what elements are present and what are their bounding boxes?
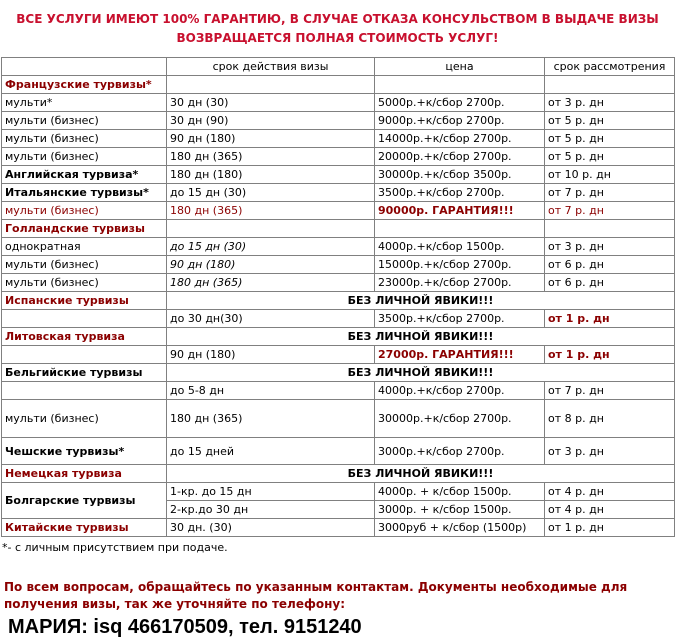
table-row [2, 465, 675, 483]
processing-time: от 1 р. дн [545, 310, 675, 328]
table-row [2, 310, 675, 328]
table-cell [167, 220, 375, 238]
visa-type: мульти (бизнес) [2, 400, 167, 438]
table-row [2, 238, 675, 256]
visa-price-table [1, 57, 675, 537]
price: 5000р.+к/сбор 2700р. [375, 94, 545, 112]
validity: до 15 дней [167, 438, 375, 465]
contact-note: По всем вопросам, обращайтесь по указанным контактам. Документы необходимые для получения визы, так же уточняйте по телефону: [4, 580, 628, 611]
processing-time: от 3 р. дн [545, 438, 675, 465]
processing-time: от 10 р. дн [545, 166, 675, 184]
validity: до 15 дн (30) [167, 184, 375, 202]
section-title: Китайские турвизы [2, 519, 167, 537]
price: 3000р. + к/сбор 1500р. [375, 501, 545, 519]
validity: 180 дн (180) [167, 166, 375, 184]
validity: 90 дн (180) [167, 256, 375, 274]
validity: 180 дн (365) [167, 148, 375, 166]
price: 4000р.+к/сбор 2700р. [375, 382, 545, 400]
table-row [2, 364, 675, 382]
validity: 30 дн (30) [167, 94, 375, 112]
section-title: Голландские турвизы [2, 220, 167, 238]
processing-time: от 5 р. дн [545, 148, 675, 166]
table-row [2, 184, 675, 202]
processing-time: от 5 р. дн [545, 130, 675, 148]
table-row [2, 382, 675, 400]
visa-type: мульти (бизнес) [2, 274, 167, 292]
table-cell [375, 76, 545, 94]
table-cell [2, 382, 167, 400]
table-row [2, 292, 675, 310]
section-title: Итальянские турвизы* [2, 184, 167, 202]
processing-time: от 4 р. дн [545, 483, 675, 501]
validity: 30 дн (90) [167, 112, 375, 130]
validity: 180 дн (365) [167, 274, 375, 292]
table-cell [375, 220, 545, 238]
table-row [2, 483, 675, 501]
table-row [2, 274, 675, 292]
validity: 90 дн (180) [167, 346, 375, 364]
processing-time: от 1 р. дн [545, 519, 675, 537]
table-row [2, 76, 675, 94]
price: 3500р.+к/сбор 2700р. [375, 184, 545, 202]
price-guarantee: 90000р. ГАРАНТИЯ!!! [375, 202, 545, 220]
price: 30000р.+к/сбор 3500р. [375, 166, 545, 184]
processing-time: от 7 р. дн [545, 382, 675, 400]
section-title: Английская турвиза* [2, 166, 167, 184]
header-cell [2, 58, 167, 76]
validity: до 15 дн (30) [167, 238, 375, 256]
table-row [2, 220, 675, 238]
table-cell [545, 220, 675, 238]
table-cell [167, 76, 375, 94]
price-guarantee: 27000р. ГАРАНТИЯ!!! [375, 346, 545, 364]
section-title: Чешские турвизы* [2, 438, 167, 465]
visa-type: мульти (бизнес) [2, 256, 167, 274]
table-row [2, 346, 675, 364]
validity: 180 дн (365) [167, 202, 375, 220]
table-cell [545, 76, 675, 94]
table-row [2, 130, 675, 148]
table-row [2, 328, 675, 346]
table-row [2, 166, 675, 184]
table-cell [2, 310, 167, 328]
section-title: Испанские турвизы [2, 292, 167, 310]
processing-time: от 4 р. дн [545, 501, 675, 519]
table-row [2, 112, 675, 130]
visa-type: мульти (бизнес) [2, 112, 167, 130]
no-appearance-note: БЕЗ ЛИЧНОЙ ЯВИКИ!!! [167, 465, 675, 483]
visa-type: мульти (бизнес) [2, 148, 167, 166]
table-row [2, 202, 675, 220]
table-header-row [2, 58, 675, 76]
no-appearance-note: БЕЗ ЛИЧНОЙ ЯВИКИ!!! [167, 292, 675, 310]
section-title: Немецкая турвиза [2, 465, 167, 483]
processing-time: от 7 р. дн [545, 184, 675, 202]
no-appearance-note: БЕЗ ЛИЧНОЙ ЯВИКИ!!! [167, 364, 675, 382]
validity: до 30 дн(30) [167, 310, 375, 328]
price: 14000р.+к/сбор 2700р. [375, 130, 545, 148]
processing-time: от 8 р. дн [545, 400, 675, 438]
section-title: Бельгийские турвизы [2, 364, 167, 382]
section-title: Болгарские турвизы [2, 483, 167, 519]
validity: до 5-8 дн [167, 382, 375, 400]
validity: 180 дн (365) [167, 400, 375, 438]
processing-time: от 7 р. дн [545, 202, 675, 220]
footnote: *- с личным присутствием при подаче. [2, 541, 228, 554]
contact-info: МАРИЯ: isq 466170509, тел. 9151240 [8, 616, 362, 638]
table-row [2, 94, 675, 112]
price: 20000р.+к/сбор 2700р. [375, 148, 545, 166]
price: 4000р.+к/сбор 1500р. [375, 238, 545, 256]
visa-type: мульти (бизнес) [2, 130, 167, 148]
price: 3000руб + к/сбор (1500р) [375, 519, 545, 537]
table-row [2, 256, 675, 274]
header-cell-price: цена [375, 58, 545, 76]
no-appearance-note: БЕЗ ЛИЧНОЙ ЯВИКИ!!! [167, 328, 675, 346]
validity: 90 дн (180) [167, 130, 375, 148]
processing-time: от 6 р. дн [545, 274, 675, 292]
table-row [2, 400, 675, 438]
table-row [2, 519, 675, 537]
validity: 30 дн. (30) [167, 519, 375, 537]
visa-type: однократная [2, 238, 167, 256]
price: 15000р.+к/сбор 2700р. [375, 256, 545, 274]
processing-time: от 6 р. дн [545, 256, 675, 274]
processing-time: от 3 р. дн [545, 94, 675, 112]
processing-time: от 5 р. дн [545, 112, 675, 130]
table-row [2, 438, 675, 465]
section-title: Литовская турвиза [2, 328, 167, 346]
visa-type: мульти* [2, 94, 167, 112]
banner-line-1: ВСЕ УСЛУГИ ИМЕЮТ 100% ГАРАНТИЮ, В СЛУЧАЕ ОТКАЗА КОНСУЛЬСТВОМ В ВЫДАЧЕ ВИЗЫ [16, 12, 659, 26]
validity: 1-кр. до 15 дн [167, 483, 375, 501]
price: 4000р. + к/сбор 1500р. [375, 483, 545, 501]
price: 9000р.+к/сбор 2700р. [375, 112, 545, 130]
validity: 2-кр.до 30 дн [167, 501, 375, 519]
header-cell-validity: срок действия визы [167, 58, 375, 76]
processing-time: от 1 р. дн [545, 346, 675, 364]
price: 23000р.+к/сбор 2700р. [375, 274, 545, 292]
processing-time: от 3 р. дн [545, 238, 675, 256]
visa-type: мульти (бизнес) [2, 202, 167, 220]
price: 3500р.+к/сбор 2700р. [375, 310, 545, 328]
banner-line-2: ВОЗВРАЩАЕТСЯ ПОЛНАЯ СТОИМОСТЬ УСЛУГ! [176, 31, 499, 45]
table-cell [2, 346, 167, 364]
section-title: Французские турвизы* [2, 76, 167, 94]
price: 30000р.+к/сбор 2700р. [375, 400, 545, 438]
header-cell-processing: срок рассмотрения [545, 58, 675, 76]
guarantee-banner [0, 10, 675, 48]
table-row [2, 148, 675, 166]
price: 3000р.+к/сбор 2700р. [375, 438, 545, 465]
